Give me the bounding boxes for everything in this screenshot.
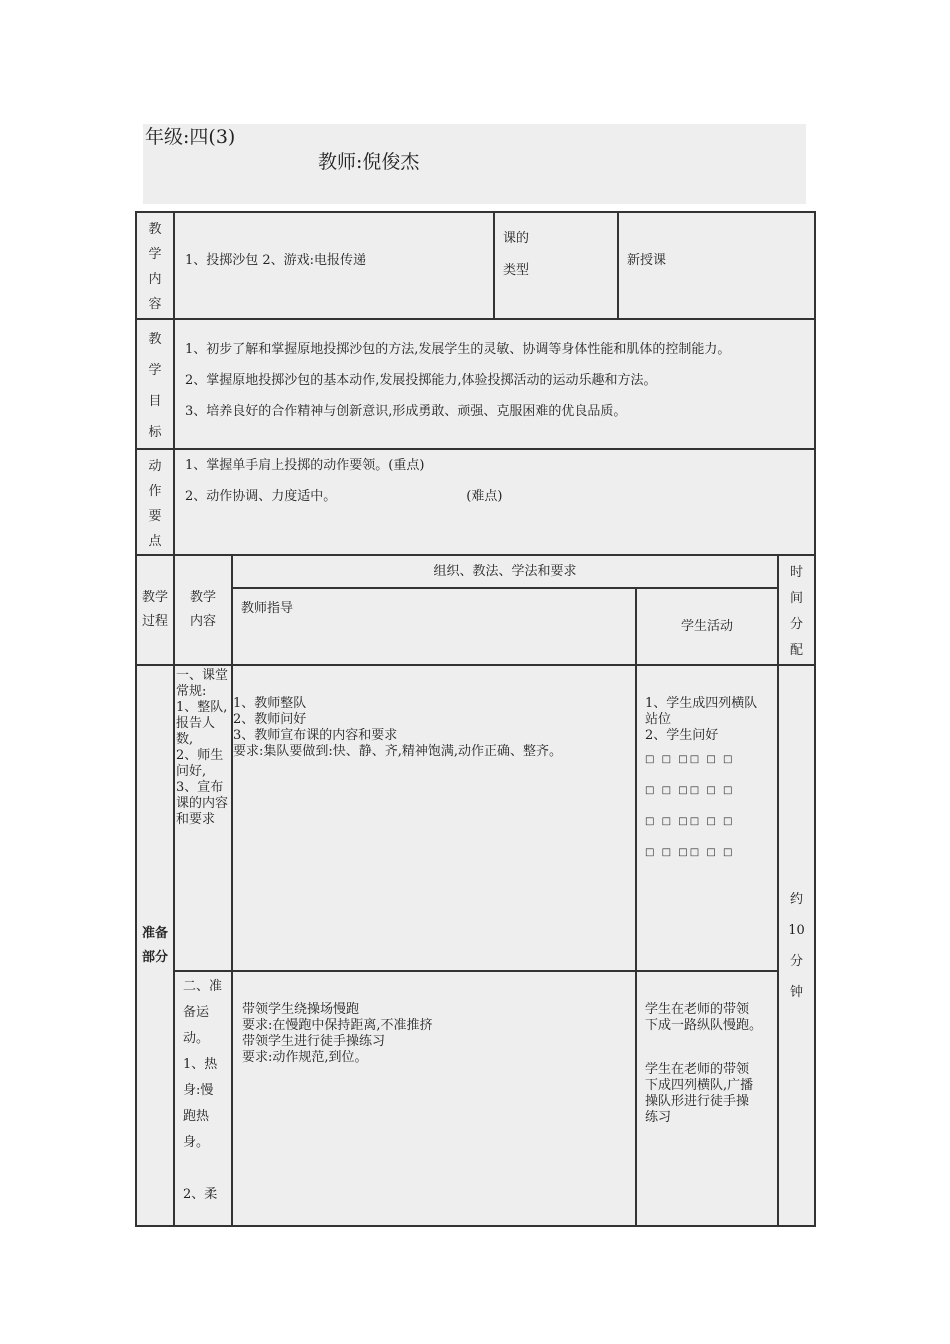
course-type-label: 课的 类型 bbox=[494, 212, 618, 319]
grade-label: 年级:四(3) bbox=[145, 126, 236, 148]
lesson-plan-table bbox=[135, 211, 816, 1227]
row-prep-routine bbox=[136, 665, 815, 971]
formation-row: □ □ □□ □ □ bbox=[645, 816, 735, 827]
row-teaching-goals bbox=[136, 319, 815, 449]
org-method-label: 组织、教法、学法和要求 bbox=[232, 555, 778, 588]
formation-row: □ □ □□ □ □ bbox=[645, 754, 735, 765]
key-points-text bbox=[174, 449, 815, 555]
prep-routine-teacher: 1、教师整队 2、教师问好 3、教师宣布课的内容和要求 要求:集队要做到:快、静、齐,精神饱满,动作正确、整齐。 bbox=[232, 665, 636, 971]
key-points-label: 动 作 要 点 bbox=[136, 449, 174, 555]
process-label: 教学 过程 bbox=[136, 555, 174, 665]
formation-row: □ □ □□ □ □ bbox=[645, 847, 735, 858]
prep-routine-content: 一、课堂 常规: 1、整队, 报告人 数, 2、师生 问好, 3、宣布 课的内容 和要求 bbox=[174, 665, 232, 971]
row-prep-warmup bbox=[136, 971, 815, 1226]
prep-section-label: 准备 部分 bbox=[136, 665, 174, 1226]
row-key-points bbox=[136, 449, 815, 555]
teaching-goal-label: 教 学 目 标 bbox=[136, 319, 174, 449]
difficulty-tag: (难点) bbox=[466, 489, 503, 504]
formation-row: □ □ □□ □ □ bbox=[645, 785, 735, 796]
key-point-1: 1、掌握单手肩上投掷的动作要领。(重点) bbox=[185, 458, 425, 473]
row-process-header bbox=[136, 555, 815, 588]
goal-item: 1、初步了解和掌握原地投掷沙包的方法,发展学生的灵敏、协调等身体性能和肌体的控制能力。 bbox=[185, 342, 731, 357]
teaching-content-text: 1、投掷沙包 2、游戏:电报传递 bbox=[174, 212, 494, 319]
header-band bbox=[143, 124, 806, 204]
prep-warmup-teacher: 带领学生绕操场慢跑 要求:在慢跑中保持距离,不准推挤 带领学生进行徒手操练习 要求:动作规范,到位。 bbox=[232, 971, 636, 1226]
prep-routine-student: 1、学生成四列横队 站位 2、学生问好 □ □ □□ □ □ □ □ □□ □ □ □ □ □□ □ □ □ □ □□ □ □ bbox=[636, 665, 778, 971]
teaching-content-label: 教 学 内 容 bbox=[136, 212, 174, 319]
prep-time: 约 10 分 钟 bbox=[778, 665, 815, 1226]
teaching-goal-text bbox=[174, 319, 815, 449]
goal-item: 2、掌握原地投掷沙包的基本动作,发展投掷能力,体验投掷活动的运动乐趣和方法。 bbox=[185, 373, 657, 388]
row-process-subheader bbox=[136, 588, 815, 665]
student-activity-label: 学生活动 bbox=[636, 588, 778, 665]
teacher-guide-label: 教师指导 bbox=[232, 588, 636, 665]
content-label: 教学 内容 bbox=[174, 555, 232, 665]
prep-warmup-student: 学生在老师的带领 下成一路纵队慢跑。 学生在老师的带领 下成四列横队,广播 操队形进行徒手操 练习 bbox=[636, 971, 778, 1226]
goal-item: 3、培养良好的合作精神与创新意识,形成勇敢、顽强、克服困难的优良品质。 bbox=[185, 404, 627, 419]
course-type-value: 新授课 bbox=[618, 212, 815, 319]
prep-warmup-content: 二、准 备运 动。 1、热 身:慢 跑热 身。 2、柔 bbox=[174, 971, 232, 1226]
key-point-2: 2、动作协调、力度适中。 (难点) bbox=[185, 489, 503, 504]
teacher-label: 教师:倪俊杰 bbox=[318, 151, 420, 173]
time-allocation-label: 时 间 分 配 bbox=[778, 555, 815, 665]
row-teaching-content bbox=[136, 212, 815, 319]
